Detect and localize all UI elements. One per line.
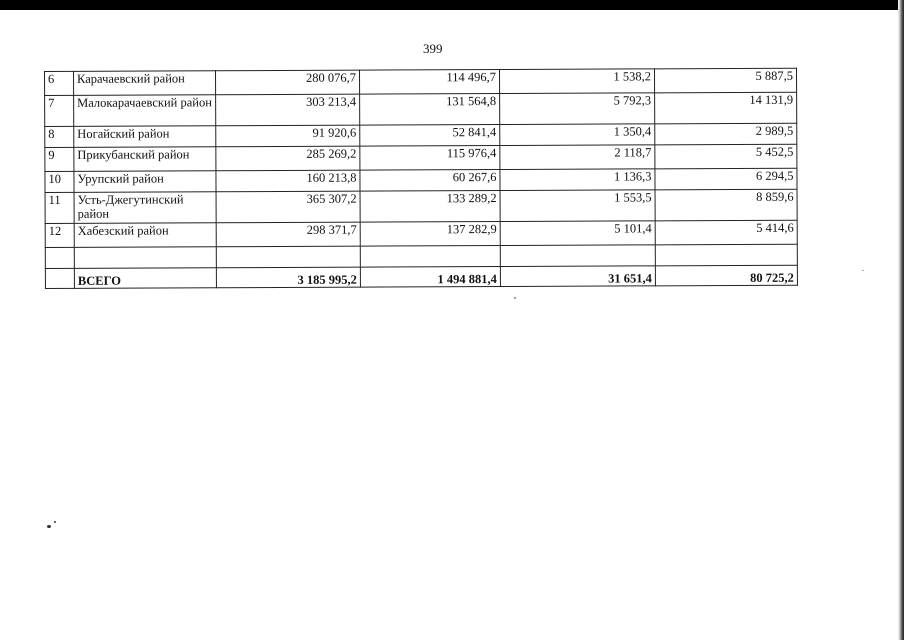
table-row-total [45, 265, 797, 288]
value-col-3 [500, 245, 655, 267]
value-col-4: 5 414,6 [655, 220, 797, 245]
table-row [45, 189, 797, 223]
value-col-2: 115 976,4 [360, 146, 500, 171]
value-col-4: 6 294,5 [655, 168, 797, 190]
district-name: Хабезский район [74, 223, 216, 248]
value-col-3: 1 553,5 [500, 190, 655, 222]
page-number: 399 [423, 41, 443, 56]
value-col-3: 1 136,3 [500, 169, 655, 191]
value-col-1: 298 371,7 [216, 222, 360, 247]
value-col-2: 114 496,7 [359, 70, 499, 95]
total-value-col-2: 1 494 881,4 [360, 267, 500, 288]
district-name: Карачаевский район [74, 71, 216, 96]
value-col-3: 2 118,7 [500, 145, 655, 170]
district-name: Малокарачаевский район [74, 95, 216, 127]
value-col-3: 5 792,3 [500, 93, 655, 125]
total-label: ВСЕГО [74, 268, 216, 289]
value-col-2: 131 564,8 [360, 94, 500, 126]
scan-right-border [898, 0, 904, 640]
value-col-1 [216, 246, 360, 268]
value-col-3: 1 350,4 [500, 124, 655, 146]
value-col-4: 8 859,6 [655, 189, 797, 221]
value-col-2: 60 267,6 [360, 170, 500, 192]
row-number: 6 [45, 71, 74, 95]
total-value-col-1: 3 185 995,2 [216, 267, 360, 288]
district-name: Ногайский район [74, 126, 216, 148]
row-number: 7 [45, 95, 74, 126]
table-row [45, 68, 797, 95]
value-col-1: 91 920,6 [216, 125, 360, 147]
table-row [45, 92, 797, 126]
scan-speck [862, 270, 864, 271]
row-number: 12 [45, 223, 74, 247]
row-number: 10 [45, 171, 74, 192]
value-col-4 [655, 244, 797, 266]
value-col-2: 52 841,4 [360, 125, 500, 147]
value-col-3: 1 538,2 [499, 69, 654, 94]
value-col-4: 5 452,5 [655, 144, 797, 169]
district-name: Усть-Джегутинский район [74, 192, 216, 224]
total-value-col-3: 31 651,4 [500, 266, 655, 287]
value-col-4: 14 131,9 [655, 92, 797, 124]
value-col-4: 5 887,5 [654, 68, 796, 93]
value-col-2: 137 282,9 [360, 222, 500, 247]
value-col-4: 2 989,5 [655, 123, 797, 145]
value-col-1: 365 307,2 [216, 191, 360, 223]
row-number [45, 247, 74, 268]
value-col-1: 303 213,4 [216, 94, 360, 126]
row-number: 8 [45, 126, 74, 147]
row-number [45, 268, 74, 288]
row-number: 11 [45, 192, 74, 223]
value-col-1: 285 269,2 [216, 146, 360, 171]
district-budget-table [44, 68, 798, 289]
row-number: 9 [45, 147, 74, 171]
scan-speck [54, 521, 56, 523]
value-col-2: 133 289,2 [360, 191, 500, 223]
value-col-2 [360, 246, 500, 268]
scan-speck [47, 525, 51, 528]
table-row [45, 220, 797, 247]
value-col-3: 5 101,4 [500, 221, 655, 246]
district-name: Прикубанский район [74, 147, 216, 172]
district-name [74, 247, 216, 269]
total-value-col-4: 80 725,2 [655, 265, 797, 286]
value-col-1: 280 076,7 [216, 70, 360, 95]
scan-speck [514, 297, 516, 299]
value-col-1: 160 213,8 [216, 170, 360, 192]
scan-top-border [0, 0, 904, 10]
district-name: Урупский район [74, 171, 216, 193]
table-row [45, 144, 797, 171]
